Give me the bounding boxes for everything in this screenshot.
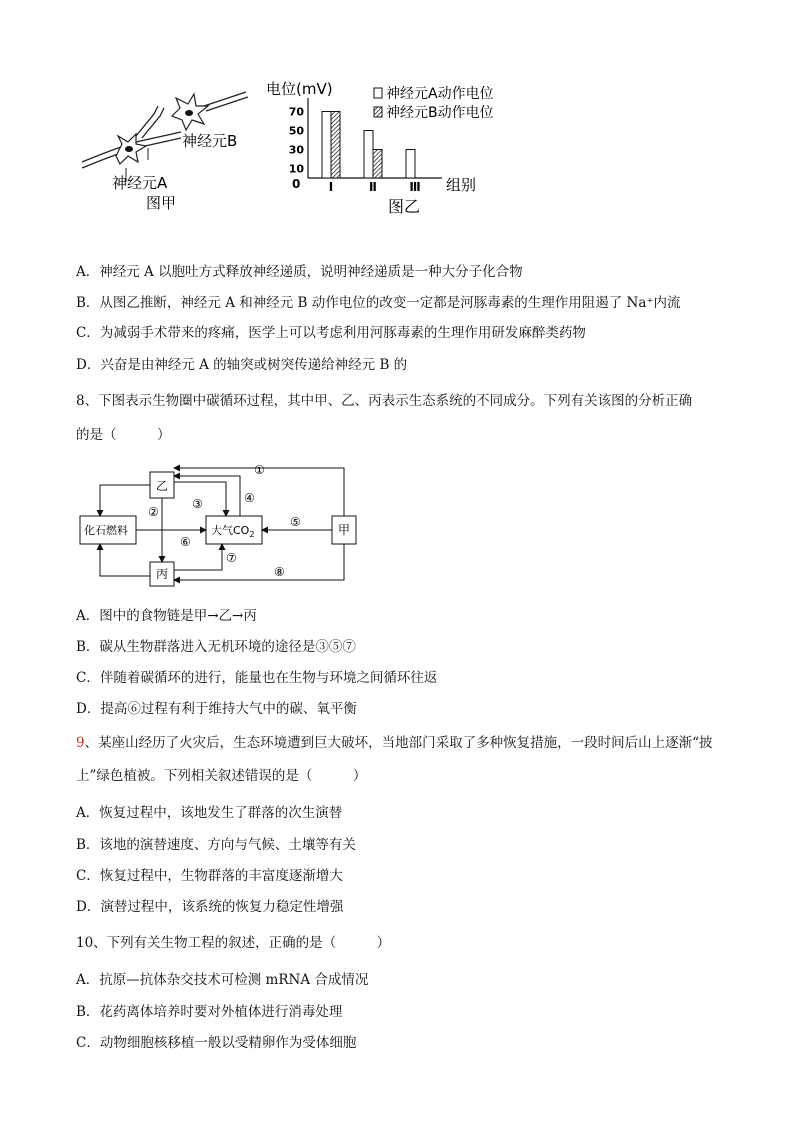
q9-option-d: D．演替过程中，该系统的恢复力稳定性增强 xyxy=(76,899,344,915)
y-tick-label: 30 xyxy=(288,143,304,157)
chart-ylabel: 电位(mV) xyxy=(266,80,333,98)
figure-jia-neurons xyxy=(76,86,266,216)
q8-option-b: B．碳从生物群落进入无机环境的途径是③⑤⑦ xyxy=(76,639,356,655)
arrow-2-label: ② xyxy=(148,505,159,519)
neuron-a-label: 神经元A xyxy=(112,174,168,192)
arrow-6-label: ⑥ xyxy=(180,535,191,549)
neuron-b-label: 神经元B xyxy=(182,132,238,150)
y-tick-label: 70 xyxy=(288,105,304,119)
chart-xlabel: 组别 xyxy=(446,176,477,194)
q8-stem-line1: 8、下图表示生物圈中碳循环过程，其中甲、乙、丙表示生态系统的不同成分。下列有关该图的分析正确 xyxy=(76,393,693,409)
chart-origin-label: 0 xyxy=(292,177,301,191)
q7-option-b: B．从图乙推断，神经元 A 和神经元 B 动作电位的改变一定都是河豚毒素的生理作用阻遏了 Na⁺内流 xyxy=(76,295,681,311)
q8-stem-line2: 的是（ ） xyxy=(76,427,171,443)
q9-option-a: A．恢复过程中，该地发生了群落的次生演替 xyxy=(76,805,343,821)
legend-swatch-b xyxy=(374,107,382,117)
node-fossil-label: 化石燃料 xyxy=(84,524,128,537)
x-tick-label: Ⅱ xyxy=(369,180,377,194)
node-co2-label: 大气$CO_2$ xyxy=(211,524,255,539)
figure-jia-caption: 图甲 xyxy=(146,194,177,212)
arrow-3-label: ③ xyxy=(192,497,203,511)
q9-number: 9 xyxy=(76,735,85,751)
q9-stem-line2: 上”绿色植被。下列相关叙述错误的是（ ） xyxy=(76,768,367,784)
q9-option-b: B．该地的演替速度、方向与气候、土壤等有关 xyxy=(76,837,356,853)
bar-b-1 xyxy=(331,112,340,179)
figure-yi-bar-chart xyxy=(262,78,532,218)
bar-a-1 xyxy=(322,112,331,179)
legend-label-a: 神经元A动作电位 xyxy=(386,86,494,102)
arrow-7-label: ⑦ xyxy=(226,551,237,565)
q8-option-d: D．提高⑥过程有利于维持大气中的碳、氧平衡 xyxy=(76,701,357,717)
q10-option-c: C．动物细胞核移植一般以受精卵作为受体细胞 xyxy=(76,1035,357,1051)
q9-stem-line1: 9、某座山经历了火灾后，生态环境遭到巨大破坏，当地部门采取了多种恢复措施，一段时间后山上逐渐“披 xyxy=(76,735,713,751)
bar-a-2 xyxy=(364,131,373,179)
q8-option-c: C．伴随着碳循环的进行，能量也在生物与环境之间循环往返 xyxy=(76,670,438,686)
arrow-4-label: ④ xyxy=(244,491,255,505)
bar-a-3 xyxy=(406,150,415,179)
bar-b-2 xyxy=(373,150,382,179)
q7-option-c: C．为减弱手术带来的疼痛，医学上可以考虑利用河豚毒素的生理作用研发麻醉类药物 xyxy=(76,325,586,341)
y-tick-label: 10 xyxy=(288,162,304,176)
node-yi-label: 乙 xyxy=(156,479,169,493)
node-bing-label: 丙 xyxy=(156,567,169,581)
q8-option-a: A．图中的食物链是甲→乙→丙 xyxy=(76,608,257,624)
q10-option-b: B．花药离体培养时要对外植体进行消毒处理 xyxy=(76,1004,343,1020)
figure-yi-caption: 图乙 xyxy=(388,197,421,216)
q7-option-d: D．兴奋是由神经元 A 的轴突或树突传递给神经元 B 的 xyxy=(76,357,408,373)
legend-label-b: 神经元B动作电位 xyxy=(386,105,494,121)
arrow-1-label: ① xyxy=(254,463,265,477)
q9-option-c: C．恢复过程中，生物群落的丰富度逐渐增大 xyxy=(76,868,343,884)
q10-stem: 10、下列有关生物工程的叙述，正确的是（ ） xyxy=(76,935,391,951)
x-tick-label: Ⅲ xyxy=(409,180,421,194)
arrow-8-label: ⑧ xyxy=(274,565,285,579)
q10-option-a: A．抗原—抗体杂交技术可检测 mRNA 合成情况 xyxy=(76,972,369,988)
legend-swatch-a xyxy=(374,88,382,98)
x-tick-label: Ⅰ xyxy=(328,180,334,194)
y-tick-label: 50 xyxy=(288,124,304,138)
q7-option-a: A．神经元 A 以胞吐方式释放神经递质，说明神经递质是一种大分子化合物 xyxy=(76,264,523,280)
arrow-5-label: ⑤ xyxy=(290,515,301,529)
carbon-cycle-diagram xyxy=(76,458,376,588)
node-jia-label: 甲 xyxy=(338,523,351,537)
